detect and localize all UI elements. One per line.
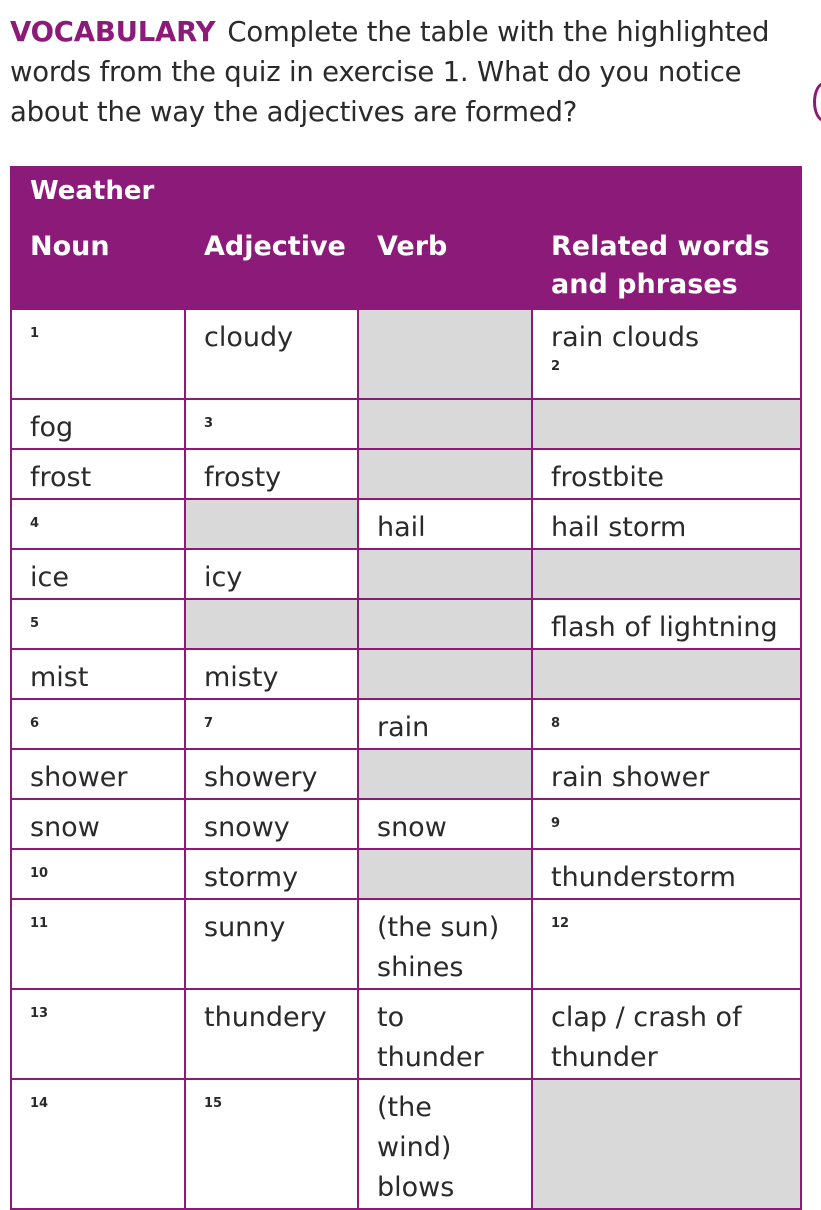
cell-text: thunderstorm <box>551 862 736 893</box>
gap-number: 14 <box>30 1096 49 1111</box>
cell-noun <box>11 599 185 649</box>
table-row <box>11 899 801 989</box>
cell-noun <box>11 1079 185 1209</box>
gap-number: 5 <box>30 616 40 631</box>
table-row <box>11 499 801 549</box>
table-row <box>11 699 801 749</box>
table-row <box>11 849 801 899</box>
cell-noun <box>11 649 185 699</box>
cell-noun <box>11 849 185 899</box>
cell-related <box>532 749 801 799</box>
cell-text: snow <box>377 812 447 843</box>
section-label: VOCABULARY <box>10 16 216 48</box>
cell-verb <box>358 499 532 549</box>
cell-verb <box>358 599 532 649</box>
cell-related <box>532 549 801 599</box>
cell-related <box>532 649 801 699</box>
gap-number: 9 <box>551 816 561 831</box>
gap-number: 1 <box>30 326 40 341</box>
gap-number: 4 <box>30 516 40 531</box>
cell-noun <box>11 989 185 1079</box>
table-row <box>11 989 801 1079</box>
gap-number: 7 <box>204 716 214 731</box>
table-row <box>11 449 801 499</box>
cell-adjective <box>185 649 358 699</box>
cell-text: to thunder <box>377 1002 484 1073</box>
cell-text: (the wind) blows <box>377 1092 455 1203</box>
cell-related <box>532 309 801 399</box>
column-header-related: Related words and phrases <box>532 219 801 309</box>
cell-noun <box>11 749 185 799</box>
cell-text: stormy <box>204 862 299 893</box>
weather-vocabulary-table <box>10 166 802 1210</box>
cell-text: fog <box>30 412 74 443</box>
table-row <box>11 799 801 849</box>
cell-text: thundery <box>204 1002 327 1033</box>
cell-verb <box>358 699 532 749</box>
table-row <box>11 309 801 399</box>
cell-related <box>532 499 801 549</box>
cell-verb <box>358 549 532 599</box>
cell-noun <box>11 699 185 749</box>
gap-number: 3 <box>204 416 214 431</box>
cell-verb <box>358 989 532 1079</box>
cell-noun <box>11 399 185 449</box>
cell-text: hail <box>377 512 426 543</box>
table-body <box>11 309 801 1209</box>
cell-verb <box>358 449 532 499</box>
gap-number: 2 <box>551 359 561 374</box>
instruction-text: Complete the table with the highlighted words from the quiz in exercise 1. What do you notice about the way the adjectives are formed? <box>10 16 770 128</box>
cell-adjective <box>185 799 358 849</box>
cell-adjective <box>185 549 358 599</box>
cell-text: icy <box>204 562 243 593</box>
gap-number: 10 <box>30 866 49 881</box>
gap-number: 15 <box>204 1096 223 1111</box>
cell-adjective <box>185 449 358 499</box>
cell-text: rain <box>377 712 430 743</box>
cell-text: flash of lightning <box>551 612 778 643</box>
cell-adjective <box>185 699 358 749</box>
cell-text: snow <box>30 812 100 843</box>
column-header-adjective: Adjective <box>185 219 358 309</box>
cell-adjective <box>185 899 358 989</box>
cell-text: clap / crash of thunder <box>551 1002 742 1073</box>
cell-related <box>532 599 801 649</box>
cell-related <box>532 899 801 989</box>
cell-verb <box>358 849 532 899</box>
cell-related <box>532 449 801 499</box>
cell-related <box>532 989 801 1079</box>
cell-text: sunny <box>204 912 286 943</box>
table-row <box>11 599 801 649</box>
cell-text: snowy <box>204 812 290 843</box>
edge-marker-icon <box>813 82 821 122</box>
cell-text: misty <box>204 662 279 693</box>
cell-text: ice <box>30 562 69 593</box>
cell-related <box>532 799 801 849</box>
cell-adjective <box>185 599 358 649</box>
cell-adjective <box>185 1079 358 1209</box>
cell-adjective <box>185 499 358 549</box>
cell-text: mist <box>30 662 89 693</box>
cell-verb <box>358 309 532 399</box>
cell-text: frostbite <box>551 462 665 493</box>
cell-verb <box>358 399 532 449</box>
cell-adjective <box>185 989 358 1079</box>
cell-text: rain clouds <box>551 322 700 353</box>
cell-text: shower <box>30 762 128 793</box>
cell-verb <box>358 1079 532 1209</box>
cell-related <box>532 399 801 449</box>
cell-verb <box>358 899 532 989</box>
cell-text: cloudy <box>204 322 294 353</box>
gap-number: 6 <box>30 716 40 731</box>
gap-number: 13 <box>30 1006 49 1021</box>
cell-text: frosty <box>204 462 282 493</box>
cell-text: hail storm <box>551 512 687 543</box>
table-row <box>11 749 801 799</box>
cell-noun <box>11 799 185 849</box>
cell-noun <box>11 309 185 399</box>
cell-text: rain shower <box>551 762 710 793</box>
cell-related <box>532 699 801 749</box>
cell-related <box>532 1079 801 1209</box>
column-header-noun: Noun <box>11 219 185 309</box>
cell-text: showery <box>204 762 318 793</box>
cell-related <box>532 849 801 899</box>
cell-noun <box>11 499 185 549</box>
exercise-instruction <box>10 12 810 132</box>
cell-verb <box>358 799 532 849</box>
cell-verb <box>358 649 532 699</box>
table-title: Weather <box>11 167 801 219</box>
cell-noun <box>11 899 185 989</box>
table-row <box>11 399 801 449</box>
gap-number: 12 <box>551 916 570 931</box>
cell-adjective <box>185 849 358 899</box>
gap-number: 11 <box>30 916 49 931</box>
table-row <box>11 549 801 599</box>
cell-adjective <box>185 749 358 799</box>
cell-verb <box>358 749 532 799</box>
gap-number: 8 <box>551 716 561 731</box>
cell-noun <box>11 449 185 499</box>
table-row <box>11 649 801 699</box>
cell-noun <box>11 549 185 599</box>
column-header-verb: Verb <box>358 219 532 309</box>
cell-adjective <box>185 399 358 449</box>
table-row <box>11 1079 801 1209</box>
cell-text: (the sun) shines <box>377 912 500 983</box>
cell-adjective <box>185 309 358 399</box>
cell-text: frost <box>30 462 92 493</box>
